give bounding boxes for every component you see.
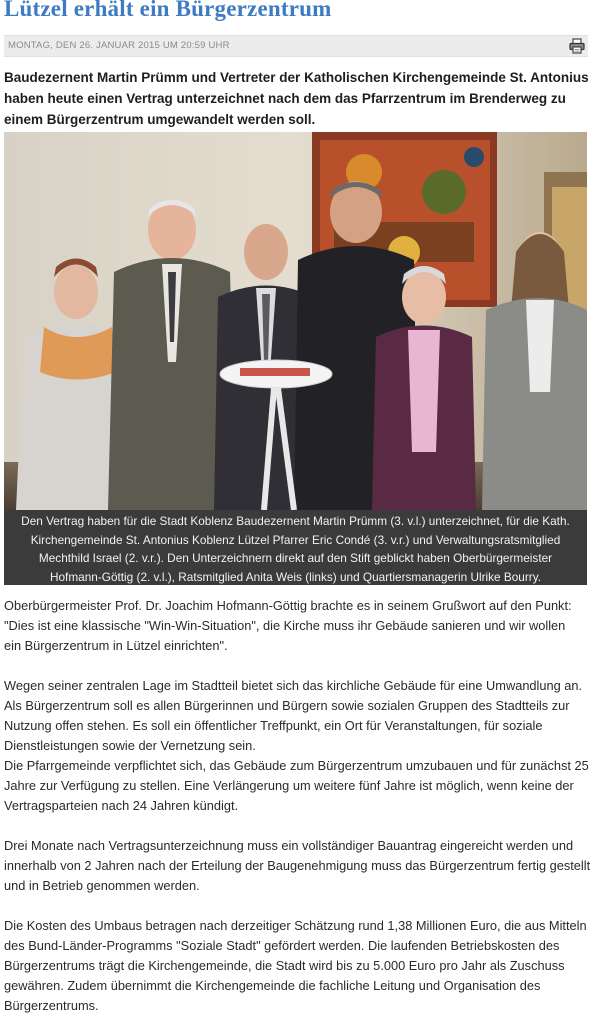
body-paragraph	[4, 916, 590, 1016]
body-line: gewähren. Zudem übernimmt die Kirchengemeinde die fachliche Leitung und Organisation des	[4, 978, 541, 993]
body-line: Die Kosten des Umbaus betragen nach derzeitiger Schätzung rund 1,38 Millionen Euro, die aus Mitteln	[4, 918, 587, 933]
article-meta-bar	[4, 35, 588, 57]
printer-icon[interactable]	[568, 37, 586, 55]
body-line: Nutzung offen stehen. Es soll ein öffentlicher Treffpunkt, ein Ort für Veranstaltungen, für soziale	[4, 718, 543, 733]
body-line: Bürgerzentrums.	[4, 998, 99, 1013]
article-photo	[4, 132, 587, 510]
group-photo-illustration	[4, 132, 587, 510]
lead-line: haben heute einen Vertrag unterzeichnet nach dem das Pfarrzentrum im Brenderweg zu	[4, 91, 566, 106]
body-line: Die Pfarrgemeinde verpflichtet sich, das Gebäude zum Bürgerzentrum umzubauen und für zunächst 25	[4, 758, 589, 773]
body-line: "Dies ist eine klassische "Win-Win-Situation", die Kirche muss ihr Gebäude sanieren und wir wollen	[4, 618, 566, 633]
body-line: Oberbürgermeister Prof. Dr. Joachim Hofmann-Göttig brachte es in seinem Grußwort auf den Punkt:	[4, 598, 572, 613]
body-line: Drei Monate nach Vertragsunterzeichnung muss ein vollständiger Bauantrag eingereicht werden und	[4, 838, 574, 853]
body-line: Vertragsparteien nach 24 Jahren kündigt.	[4, 798, 239, 813]
body-line: Bürgerzentrums trägt die Kirchengemeinde, die Stadt wird bis zu 5.000 Euro pro Jahr als Zuschuss	[4, 958, 565, 973]
body-paragraph	[4, 836, 590, 896]
caption-line: Den Vertrag haben für die Stadt Koblenz Baudezernent Martin Prümm (3. v.l.) unterzeichnet, für die Kath.	[21, 514, 570, 528]
caption-line: Hofmann-Göttig (2. v.l.), Ratsmitglied Anita Weis (links) und Quartiersmanagerin Ulrike Bourry.	[49, 569, 542, 584]
caption-line: Kirchengemeinde St. Antonius Koblenz Lützel Pfarrer Eric Condé (3. v.r.) und Verwaltungsratsmitglied	[30, 532, 561, 547]
lead-line: einem Bürgerzentrum umgewandelt werden soll.	[4, 112, 316, 127]
body-line: innerhalb von 2 Jahren nach der Erteilung der Baugenehmigung muss das Bürgerzentrum fertig gestellt	[4, 858, 590, 873]
body-line: Wegen seiner zentralen Lage im Stadtteil bietet sich das kirchliche Gebäude für eine Umwandlung an.	[4, 678, 583, 693]
photo-caption	[4, 510, 587, 585]
body-line: Jahre zur Verfügung zu stellen. Eine Verlängerung um weitere fünf Jahre ist möglich, wenn keine der	[4, 778, 574, 793]
lead-line: Baudezernent Martin Prümm und Vertreter der Katholischen Kirchengemeinde St. Antonius	[4, 70, 589, 85]
body-line: des Bund-Länder-Programms "Soziale Stadt" gefördert werden. Die laufenden Betriebskosten des	[4, 938, 560, 953]
body-paragraph	[4, 596, 590, 656]
body-paragraph	[4, 676, 590, 816]
body-line: Als Bürgerzentrum soll es allen Bürgerinnen und Bürgern sowie sozialen Gruppen des Stadtteils zur	[4, 698, 570, 713]
article-body	[4, 596, 590, 1036]
body-line: ein Bürgerzentrum in Lützel einrichten".	[4, 638, 228, 653]
article-lead	[4, 67, 589, 130]
article-title[interactable]: Lützel erhält ein Bürgerzentrum	[4, 0, 332, 21]
body-line: und in Betrieb genommen werden.	[4, 878, 200, 893]
publish-date: MONTAG, DEN 26. JANUAR 2015 UM 20:59 UHR	[8, 40, 230, 51]
caption-line: Mechthild Israel (2. v.r.). Den Unterzeichnern direkt auf den Stift geblickt haben Oberbürgermeister	[38, 551, 553, 565]
body-line: Dienstleistungen sowie der Vernetzung sein.	[4, 738, 256, 753]
